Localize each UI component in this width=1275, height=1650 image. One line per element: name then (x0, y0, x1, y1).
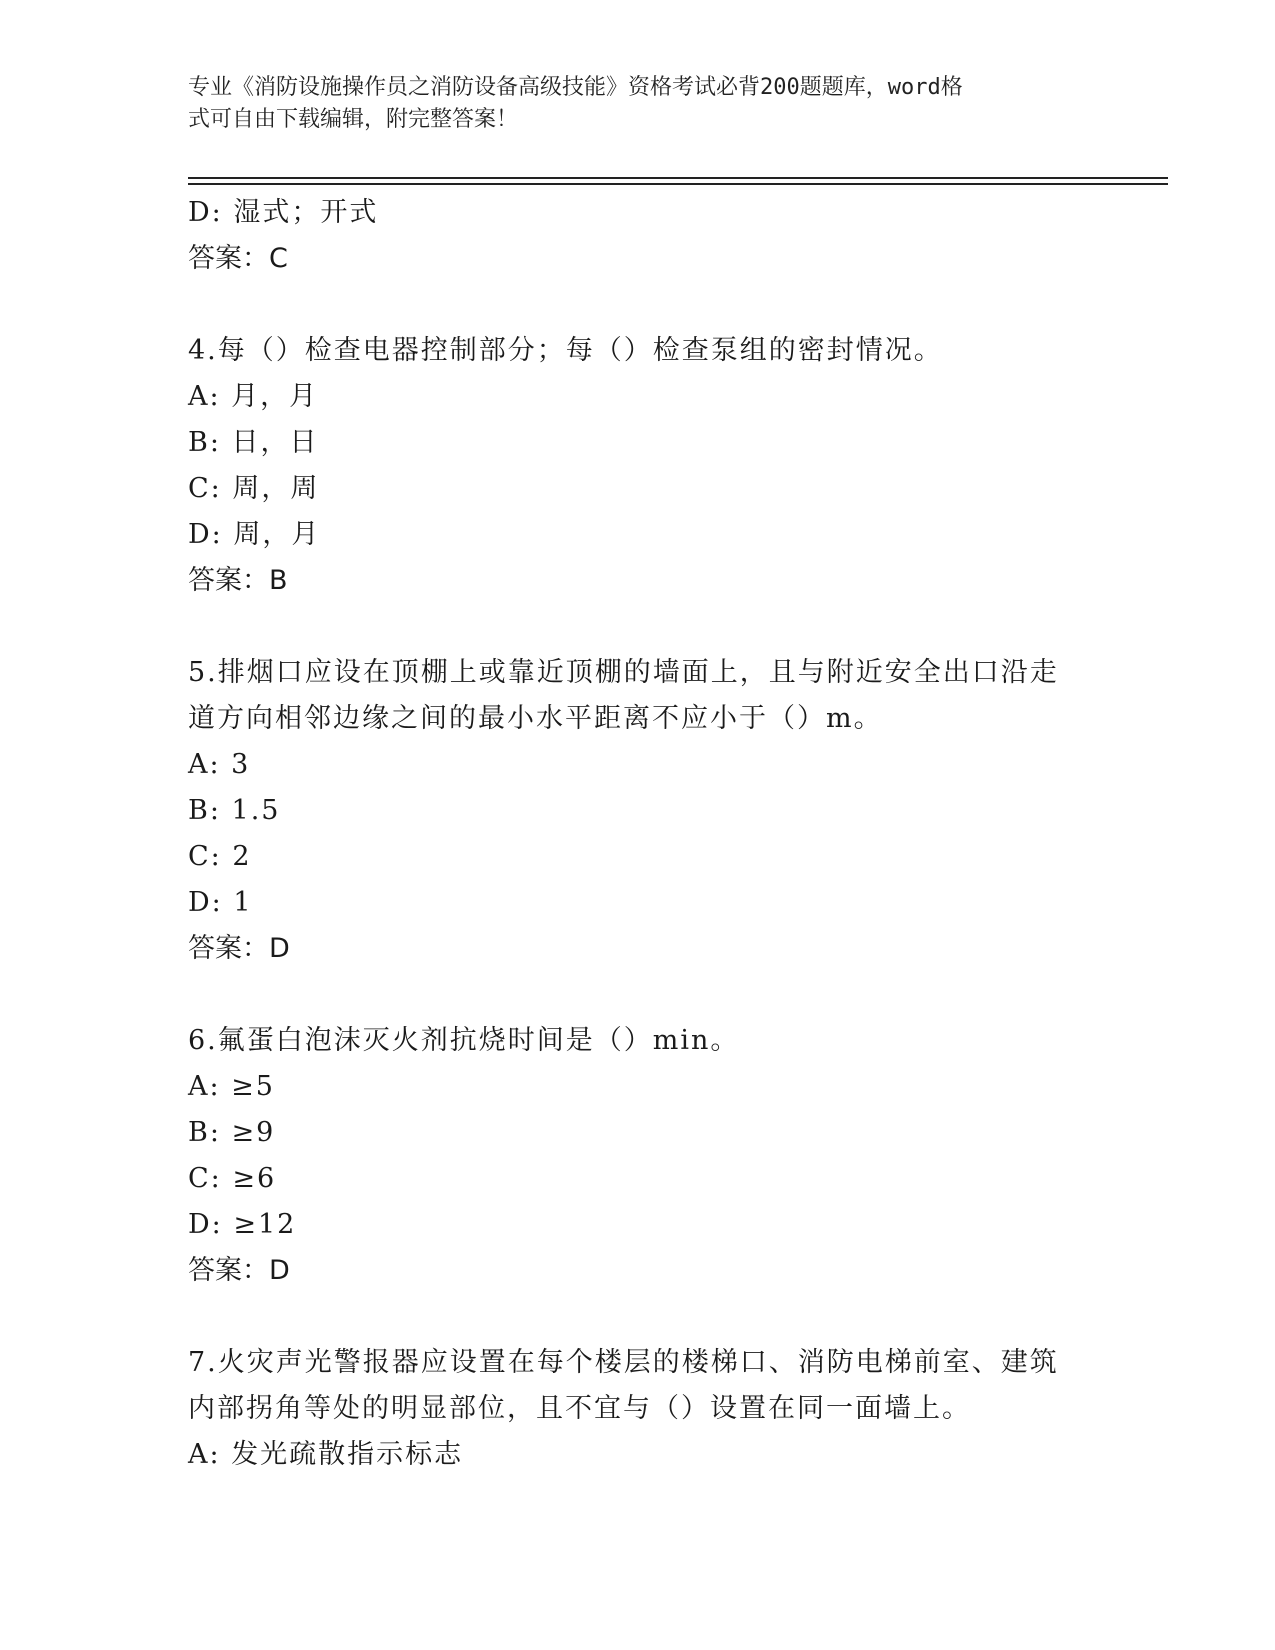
header-divider-bottom (188, 183, 1168, 185)
prev-option-d: D: 湿式；开式 (188, 197, 379, 228)
option-b: B: ≥9 (188, 1117, 276, 1148)
question-stem-continued: 内部拐角等处的明显部位，且不宜与（）设置在同一面墙上。 (188, 1393, 971, 1424)
option-a: A: ≥5 (188, 1071, 275, 1102)
question-stem: 5.排烟口应设在顶棚上或靠近顶棚的墙面上，且与附近安全出口沿走 (188, 657, 1059, 688)
option-b: B: 日，日 (188, 427, 319, 458)
question-7 (188, 1340, 1088, 1478)
option-c: C: 2 (188, 841, 252, 872)
document-header (188, 72, 1068, 136)
option-d: D: 1 (188, 887, 253, 918)
question-stem: 7.火灾声光警报器应设置在每个楼层的楼梯口、消防电梯前室、建筑 (188, 1347, 1059, 1378)
spacer (188, 1294, 1088, 1340)
question-5 (188, 650, 1088, 972)
question-6 (188, 1018, 1088, 1294)
question-stem-continued: 道方向相邻边缘之间的最小水平距离不应小于（）m。 (188, 703, 883, 734)
answer: 答案：D (188, 1255, 290, 1286)
option-a: A: 3 (188, 749, 251, 780)
answer: 答案：D (188, 933, 290, 964)
spacer (188, 604, 1088, 650)
option-d: D: 周，月 (188, 519, 321, 550)
question-stem: 6.氟蛋白泡沫灭火剂抗烧时间是（）min。 (188, 1025, 740, 1056)
option-c: C: ≥6 (188, 1163, 277, 1194)
option-a: A: 月，月 (188, 381, 319, 412)
question-stem: 4.每（）检查电器控制部分；每（）检查泵组的密封情况。 (188, 335, 943, 366)
option-d: D: ≥12 (188, 1209, 297, 1240)
option-c: C: 周，周 (188, 473, 320, 504)
answer: 答案：B (188, 565, 288, 596)
spacer (188, 282, 1088, 328)
option-b: B: 1.5 (188, 795, 281, 826)
header-line-1: 专业《消防设施操作员之消防设备高级技能》资格考试必背200题题库，word格 (188, 75, 963, 100)
header-line-2: 式可自由下载编辑，附完整答案！ (188, 107, 519, 132)
option-a: A: 发光疏散指示标志 (188, 1439, 464, 1470)
question-4 (188, 328, 1088, 604)
question-content (188, 190, 1088, 1478)
prev-answer: 答案：C (188, 243, 288, 274)
header-divider-top (188, 177, 1168, 179)
spacer (188, 972, 1088, 1018)
